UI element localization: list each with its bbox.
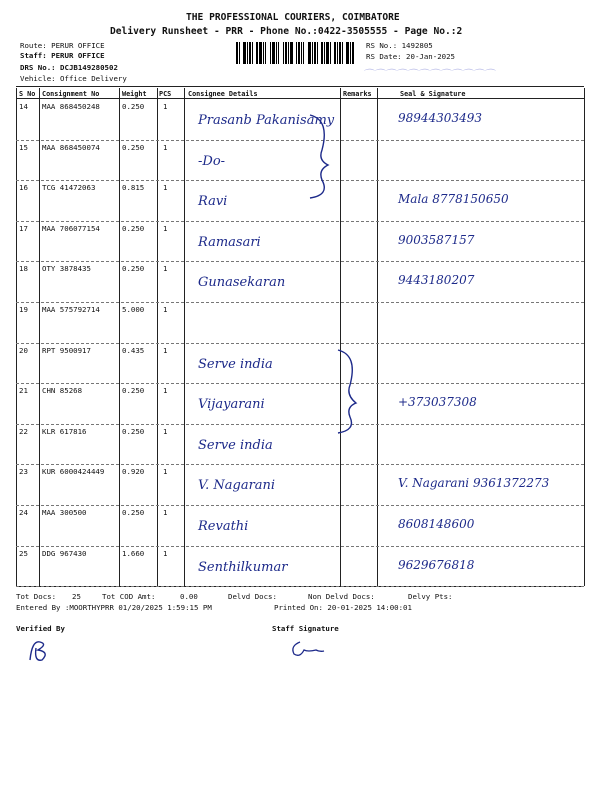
staff-signature-label: Staff Signature [272,624,339,633]
company-title: THE PROFESSIONAL COURIERS, COIMBATORE [186,12,400,23]
row-pcs: 1 [163,345,168,355]
printed-on: Printed On: 20-01-2025 14:00:01 [274,603,412,612]
col-header-consignment: Consignment No [42,90,100,98]
col-header-sno: S No [19,90,36,98]
row-sno: 21 [19,386,28,396]
row-consignee-handwritten: Vijayarani [198,397,265,413]
row-seal-handwritten: 98944303493 [398,111,482,125]
row-consignment-no: MAA 300500 [42,508,87,517]
row-seal-handwritten: V. Nagarani 9361372273 [398,476,550,491]
row-seal-handwritten: 9003587157 [398,232,475,247]
row-pcs: 1 [163,183,168,193]
row-pcs: 1 [163,467,168,477]
verified-by-label: Verified By [16,624,65,633]
row-sno: 20 [19,345,28,355]
row-pcs: 1 [163,508,168,517]
row-consignment-no: MAA 575792714 [42,305,100,314]
row-consignment-no: KLR 617816 [42,426,87,436]
row-consignment-no: OTY 3878435 [42,264,91,274]
row-divider [16,221,584,222]
row-weight: 0.250 [122,386,145,396]
row-sno: 14 [19,102,28,111]
col-divider [39,88,40,586]
bracket-mark [330,345,370,435]
tot-docs-value: 25 [72,592,81,601]
col-divider [119,88,120,586]
row-weight: 0.815 [122,183,145,193]
barcode [236,42,358,64]
row-consignment-no: TCG 41472063 [42,183,96,193]
vehicle-label: Vehicle: Office Delivery [20,74,127,83]
table-top-border [16,86,584,87]
tot-cod-value: 0.00 [180,592,198,601]
col-divider [584,88,585,586]
row-divider [16,464,584,465]
row-pcs: 1 [163,264,168,274]
row-divider [16,343,584,344]
row-consignee-handwritten: -Do- [198,153,226,169]
row-consignee-handwritten: Ramasari [198,234,261,250]
col-divider [16,88,17,586]
row-sno: 24 [19,508,28,517]
runsheet-subtitle: Delivery Runsheet - PRR - Phone No.:0422-3505555 - Page No.:2 [110,26,463,37]
row-consignee-handwritten: Revathi [198,519,249,534]
row-weight: 0.250 [122,264,145,274]
row-weight: 0.250 [122,102,145,111]
row-consignment-no: KUR 6000424449 [42,467,105,477]
row-weight: 0.250 [122,508,145,517]
row-divider [16,546,584,547]
row-consignment-no: DDG 967430 [42,548,87,558]
row-weight: 0.250 [122,426,145,436]
row-seal-handwritten: +373037308 [398,395,477,410]
row-weight: 0.435 [122,345,145,355]
row-consignment-no: MAA 868450248 [42,102,100,111]
row-divider [16,261,584,262]
route-label: Route: PERUR OFFICE [20,41,105,50]
row-consignee-handwritten: Gunasekaran [198,275,286,291]
bracket-mark [300,110,360,200]
col-header-remarks: Remarks [343,90,372,98]
row-consignee-handwritten: Serve india [198,437,273,453]
row-sno: 15 [19,142,28,152]
row-divider [16,586,584,587]
col-divider [157,88,158,586]
row-sno: 25 [19,548,28,558]
tot-docs-label: Tot Docs: [16,592,57,601]
row-consignment-no: MAA 706077154 [42,223,100,233]
row-consignment-no: MAA 868450074 [42,142,100,152]
tot-cod-label: Tot COD Amt: [102,592,156,601]
entered-by: Entered By :MOORTHYPRR 01/20/2025 1:59:15 PM [16,603,212,612]
drs-number: DRS No.: DCJB149280502 [20,63,118,72]
rs-number: RS No.: 1492805 [366,41,433,50]
row-consignment-no: CHN 85268 [42,386,83,396]
row-sno: 19 [19,305,28,314]
row-consignee-handwritten: Ravi [198,194,228,210]
row-weight: 1.660 [122,548,145,558]
row-divider [16,424,584,425]
col-header-pcs: PCS [159,90,172,98]
row-sno: 22 [19,426,28,436]
row-weight: 0.920 [122,467,145,477]
table-header-border [16,98,584,99]
staff-signature-mark [286,636,326,662]
row-consignee-handwritten: V. Nagarani [198,478,276,494]
verified-signature-mark [26,636,56,664]
delvy-pts-label: Delvy Pts: [408,592,453,601]
row-pcs: 1 [163,223,168,233]
non-delvd-docs-label: Non Delvd Docs: [308,592,375,601]
col-header-weight: Weight [122,90,147,98]
row-sno: 23 [19,467,28,477]
col-divider [184,88,185,586]
col-header-consignee: Consignee Details [188,90,258,98]
row-weight: 0.250 [122,223,145,233]
stamp-mark: ⌒⌒⌒⌒⌒⌒⌒⌒⌒⌒⌒⌒ [362,68,494,78]
row-seal-handwritten: 8608148600 [398,517,475,531]
row-sno: 18 [19,264,28,274]
col-header-seal: Seal & Signature [400,90,466,98]
row-seal-handwritten: 9629676818 [398,557,475,572]
row-seal-handwritten: 9443180207 [398,273,475,288]
row-pcs: 1 [163,548,168,558]
row-divider [16,383,584,384]
col-divider [377,88,378,586]
delvd-docs-label: Delvd Docs: [228,592,277,601]
row-sno: 17 [19,223,28,233]
row-seal-handwritten: Mala 8778150650 [398,192,509,207]
row-divider [16,505,584,506]
row-sno: 16 [19,183,28,193]
row-weight: 0.250 [122,142,145,152]
row-consignee-handwritten: Prasanb Pakanisamy [198,113,335,128]
row-weight: 5.000 [122,305,145,314]
row-consignee-handwritten: Serve india [198,356,273,372]
row-pcs: 1 [163,386,168,396]
row-pcs: 1 [163,426,168,436]
rs-date: RS Date: 20-Jan-2025 [366,52,455,61]
row-consignment-no: RPT 9500917 [42,345,91,355]
row-pcs: 1 [163,102,168,111]
row-pcs: 1 [163,305,168,314]
row-consignee-handwritten: Senthilkumar [198,559,288,575]
staff-label: Staff: PERUR OFFICE [20,51,105,60]
row-divider [16,302,584,303]
row-pcs: 1 [163,142,168,152]
